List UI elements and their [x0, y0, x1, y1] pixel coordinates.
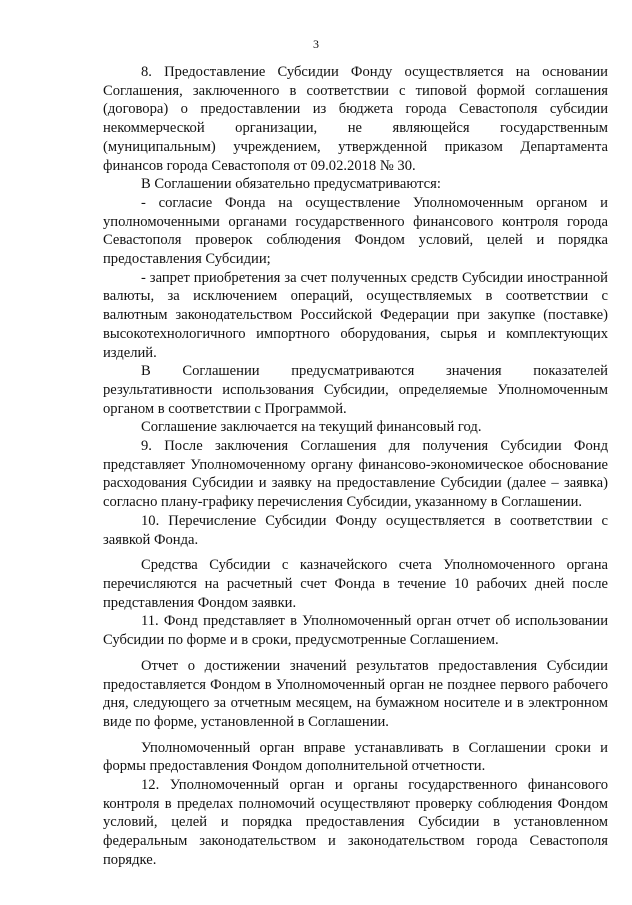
paragraph-transfer-terms: Средства Субсидии с казначейского счета Уполномоченного органа перечисляются на расчетный счет Фонда в течение 10 рабочих дней после представления Фондом заявки.	[103, 557, 608, 611]
paragraph-agreement-provisions: В Соглашении обязательно предусматриваются:	[141, 176, 441, 193]
paragraph-results-report: Отчет о достижении значений результатов предоставления Субсидии предоставляется Фондом в Уполномоченный орган не позднее первого рабочего дня, следующего за отчетным месяцем, на бумажном носителе и в электронном виде по форме, установленной в Соглашении.	[103, 657, 608, 730]
paragraph-additional-reporting: Уполномоченный орган вправе устанавливать в Соглашении сроки и формы предоставления Фондом дополнительной отчетности.	[103, 739, 608, 775]
paragraph-item-10: 10. Перечисление Субсидии Фонду осуществляется в соответствии с заявкой Фонда.	[103, 512, 608, 548]
paragraph-performance-indicators: В Соглашении предусматриваются значения показателей результативности использования Субсидии, определяемые Уполномоченным органом в соответствии с Программой.	[103, 363, 608, 417]
paragraph-financial-year: Соглашение заключается на текущий финансовый год.	[141, 419, 482, 436]
paragraph-item-8: 8. Предоставление Субсидии Фонду осуществляется на основании Соглашения, заключенного в соответствии с типовой формой соглашения (договора) о предоставлении из бюджета города Севастополя субсидии некоммерческой организации, не являющейся государственным (муниципальным) учреждением, утвержденной приказом Департамента финансов города Севастополя от 09.02.2018 № 30.	[103, 64, 608, 174]
document-body	[103, 63, 608, 870]
paragraph-consent-inspections: - согласие Фонда на осуществление Уполномоченным органом и уполномоченными органами государственного финансового контроля города Севастополя проверок соблюдения Фондом условий, целей и порядка предоставления Субсидии;	[103, 194, 608, 268]
page-number: 3	[313, 37, 319, 51]
paragraph-currency-ban: - запрет приобретения за счет полученных средств Субсидии иностранной валюты, за исключением операций, осуществляемых в соответствии с валютным законодательством Российской Федерации при закупке (поставке) высокотехнологичного импортного оборудования, сырья и комплектующих изделий.	[103, 269, 608, 361]
paragraph-item-12: 12. Уполномоченный орган и органы государственного финансового контроля в пределах полномочий осуществляют проверку соблюдения Фондом условий, целей и порядка предоставления Субсидии в установленном федеральным законодательством и законодательством города Севастополя порядке.	[103, 777, 608, 868]
paragraph-item-9: 9. После заключения Соглашения для получения Субсидии Фонд представляет Уполномоченному органу финансово-экономическое обоснование расходования Субсидии и заявку на предоставление Субсидии (далее – заявка) согласно плану-графику перечисления Субсидии, указанному в Соглашении.	[103, 438, 608, 511]
paragraph-item-11: 11. Фонд представляет в Уполномоченный орган отчет об использовании Субсидии по форме и в сроки, предусмотренные Соглашением.	[103, 613, 608, 649]
